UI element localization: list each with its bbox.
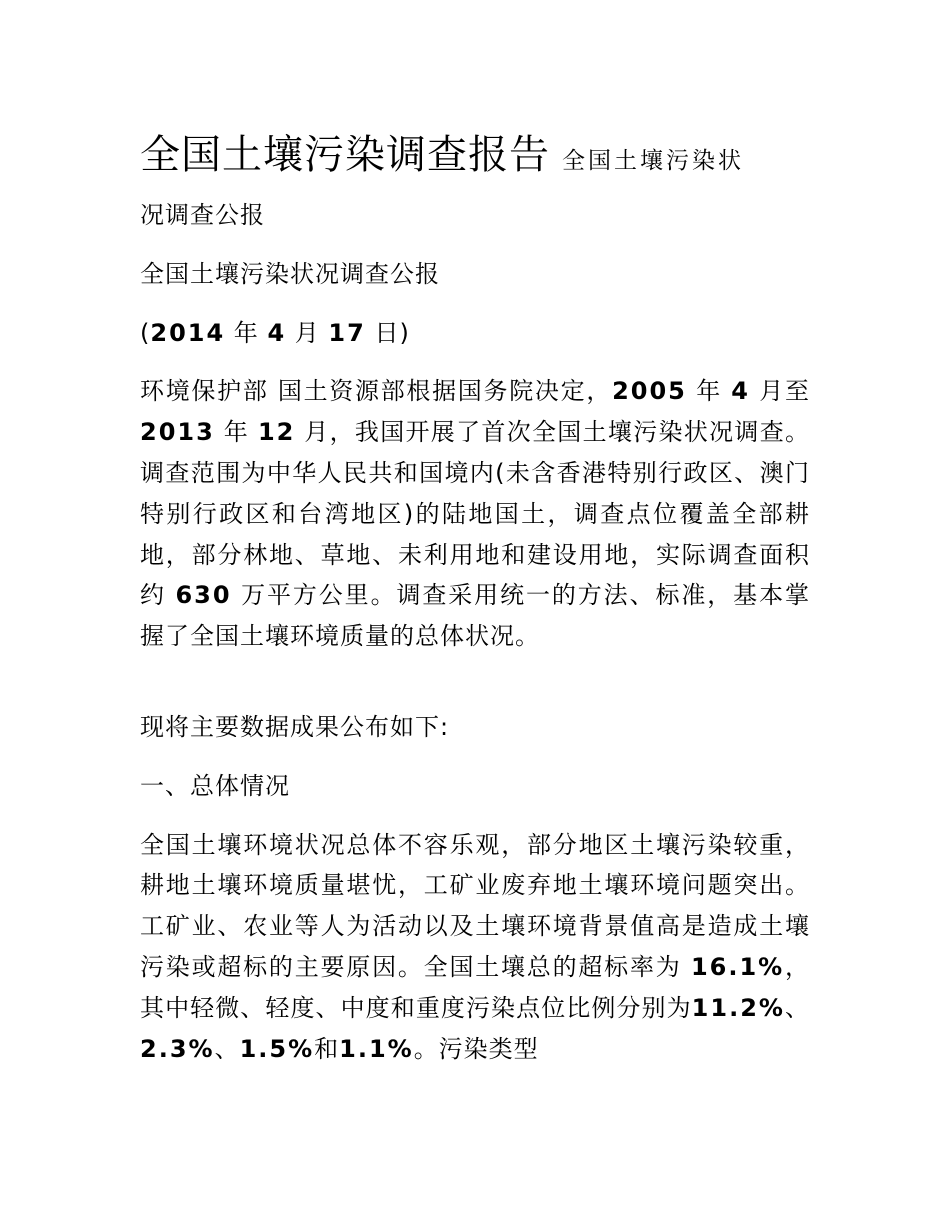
bulletin-heading: 全国土壤污染状况调查公报: [140, 259, 440, 288]
bulletin-date: (2014 年 4 月 17 日): [140, 318, 410, 347]
document-title: [140, 125, 810, 185]
section-1-title: 一、总体情况: [140, 771, 290, 800]
title-main: 全国土壤污染调查报告: [140, 132, 550, 178]
announce-line: 现将主要数据成果公布如下:: [140, 712, 450, 741]
title-continuation: 况调查公报: [140, 201, 265, 229]
intro-paragraph: 环境保护部 国土资源部根据国务院决定，2005 年 4 月至 2013 年 12 月，我国开展了首次全国土壤污染状况调查。调查范围为中华人民共和国境内(未含香港特别行政区、澳门特别行政区和台湾地区)的陆地国土，调查点位覆盖全部耕地，部分林地、草地、未利用地和建设用地，实际调查面积约 630 万平方公里。调查采用统一的方法、标准，基本掌握了全国土壤环境质量的总体状况。: [140, 377, 810, 651]
title-sub: 全国土壤污染状: [562, 148, 744, 174]
document-page: [140, 125, 810, 1069]
section-1-paragraph: 全国土壤环境状况总体不容乐观，部分地区土壤污染较重，耕地土壤环境质量堪忧，工矿业废弃地土壤环境问题突出。工矿业、农业等人为活动以及土壤环境背景值高是造成土壤污染或超标的主要原因。全国土壤总的超标率为 16.1%，其中轻微、轻度、中度和重度污染点位比例分别为11.2%、2.3%、1.5%和1.1%。污染类型: [140, 830, 811, 1063]
